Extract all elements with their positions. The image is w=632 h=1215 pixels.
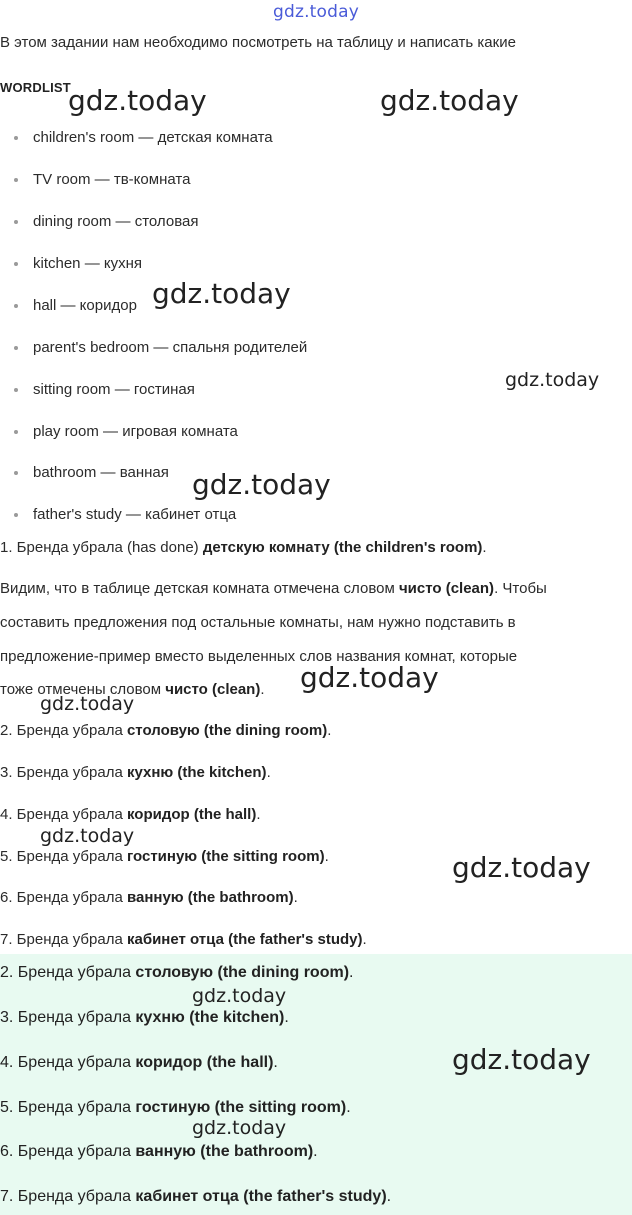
bullet-icon: [14, 388, 18, 392]
site-logo[interactable]: gdz.today: [272, 2, 360, 22]
bullet-icon: [14, 471, 18, 475]
sentence-6: 6. Бренда убрала ванную (the bathroom).: [0, 889, 298, 906]
wordlist-heading: WORDLIST: [0, 80, 71, 95]
explanation-line-2: составить предложения под остальные комнаты, нам нужно подставить в: [0, 614, 516, 631]
list-item: bathroom — ванная: [16, 464, 169, 481]
bullet-icon: [14, 346, 18, 350]
explanation-line-4: тоже отмечены словом чисто (clean).: [0, 681, 265, 698]
list-item: parent's bedroom — спальня родителей: [16, 339, 307, 356]
list-item: kitchen — кухня: [16, 255, 142, 272]
list-item: play room — игровая комната: [16, 423, 238, 440]
intro-text: В этом задании нам необходимо посмотреть на таблицу и написать какие: [0, 34, 516, 51]
watermark: gdz.today: [68, 84, 207, 117]
sentence-7: 7. Бренда убрала кабинет отца (the father's study).: [0, 931, 367, 948]
list-item: sitting room — гостиная: [16, 381, 195, 398]
watermark: gdz.today: [40, 825, 135, 847]
watermark: gdz.today: [300, 661, 439, 694]
watermark: gdz.today: [40, 693, 135, 715]
bullet-icon: [14, 136, 18, 140]
explanation-line-1: Видим, что в таблице детская комната отмечена словом чисто (clean). Чтобы: [0, 580, 547, 597]
watermark: gdz.today: [152, 277, 291, 310]
watermark: gdz.today: [192, 985, 287, 1007]
list-item: children's room — детская комната: [16, 129, 273, 146]
watermark: gdz.today: [192, 468, 331, 501]
bullet-icon: [14, 262, 18, 266]
sentence-5: 5. Бренда убрала гостиную (the sitting room).: [0, 848, 329, 865]
example-sentence: 1. Бренда убрала (has done) детскую комнату (the children's room).: [0, 539, 487, 556]
bullet-icon: [14, 220, 18, 224]
answer-3: 3. Бренда убрала кухню (the kitchen).: [0, 1009, 289, 1026]
bullet-icon: [14, 178, 18, 182]
list-item: father's study — кабинет отца: [16, 506, 236, 523]
explanation-line-3: предложение-пример вместо выделенных слов названия комнат, которые: [0, 648, 518, 665]
sentence-4: 4. Бренда убрала коридор (the hall).: [0, 806, 261, 823]
answer-box: [0, 954, 632, 1215]
watermark: gdz.today: [452, 1043, 591, 1076]
list-item: TV room — тв-комната: [16, 171, 190, 188]
answer-5: 5. Бренда убрала гостиную (the sitting room).: [0, 1099, 351, 1116]
bullet-icon: [14, 304, 18, 308]
list-item: hall — коридор: [16, 297, 137, 314]
watermark: gdz.today: [505, 369, 600, 391]
sentence-3: 3. Бренда убрала кухню (the kitchen).: [0, 764, 271, 781]
sentence-2: 2. Бренда убрала столовую (the dining room).: [0, 722, 332, 739]
watermark: gdz.today: [452, 851, 591, 884]
answer-7: 7. Бренда убрала кабинет отца (the father's study).: [0, 1188, 392, 1205]
answer-6: 6. Бренда убрала ванную (the bathroom).: [0, 1143, 318, 1160]
bullet-icon: [14, 430, 18, 434]
answer-2: 2. Бренда убрала столовую (the dining room).: [0, 964, 354, 981]
list-item: dining room — столовая: [16, 213, 198, 230]
watermark: gdz.today: [192, 1117, 287, 1139]
answer-4: 4. Бренда убрала коридор (the hall).: [0, 1054, 278, 1071]
watermark: gdz.today: [380, 84, 519, 117]
bullet-icon: [14, 513, 18, 517]
